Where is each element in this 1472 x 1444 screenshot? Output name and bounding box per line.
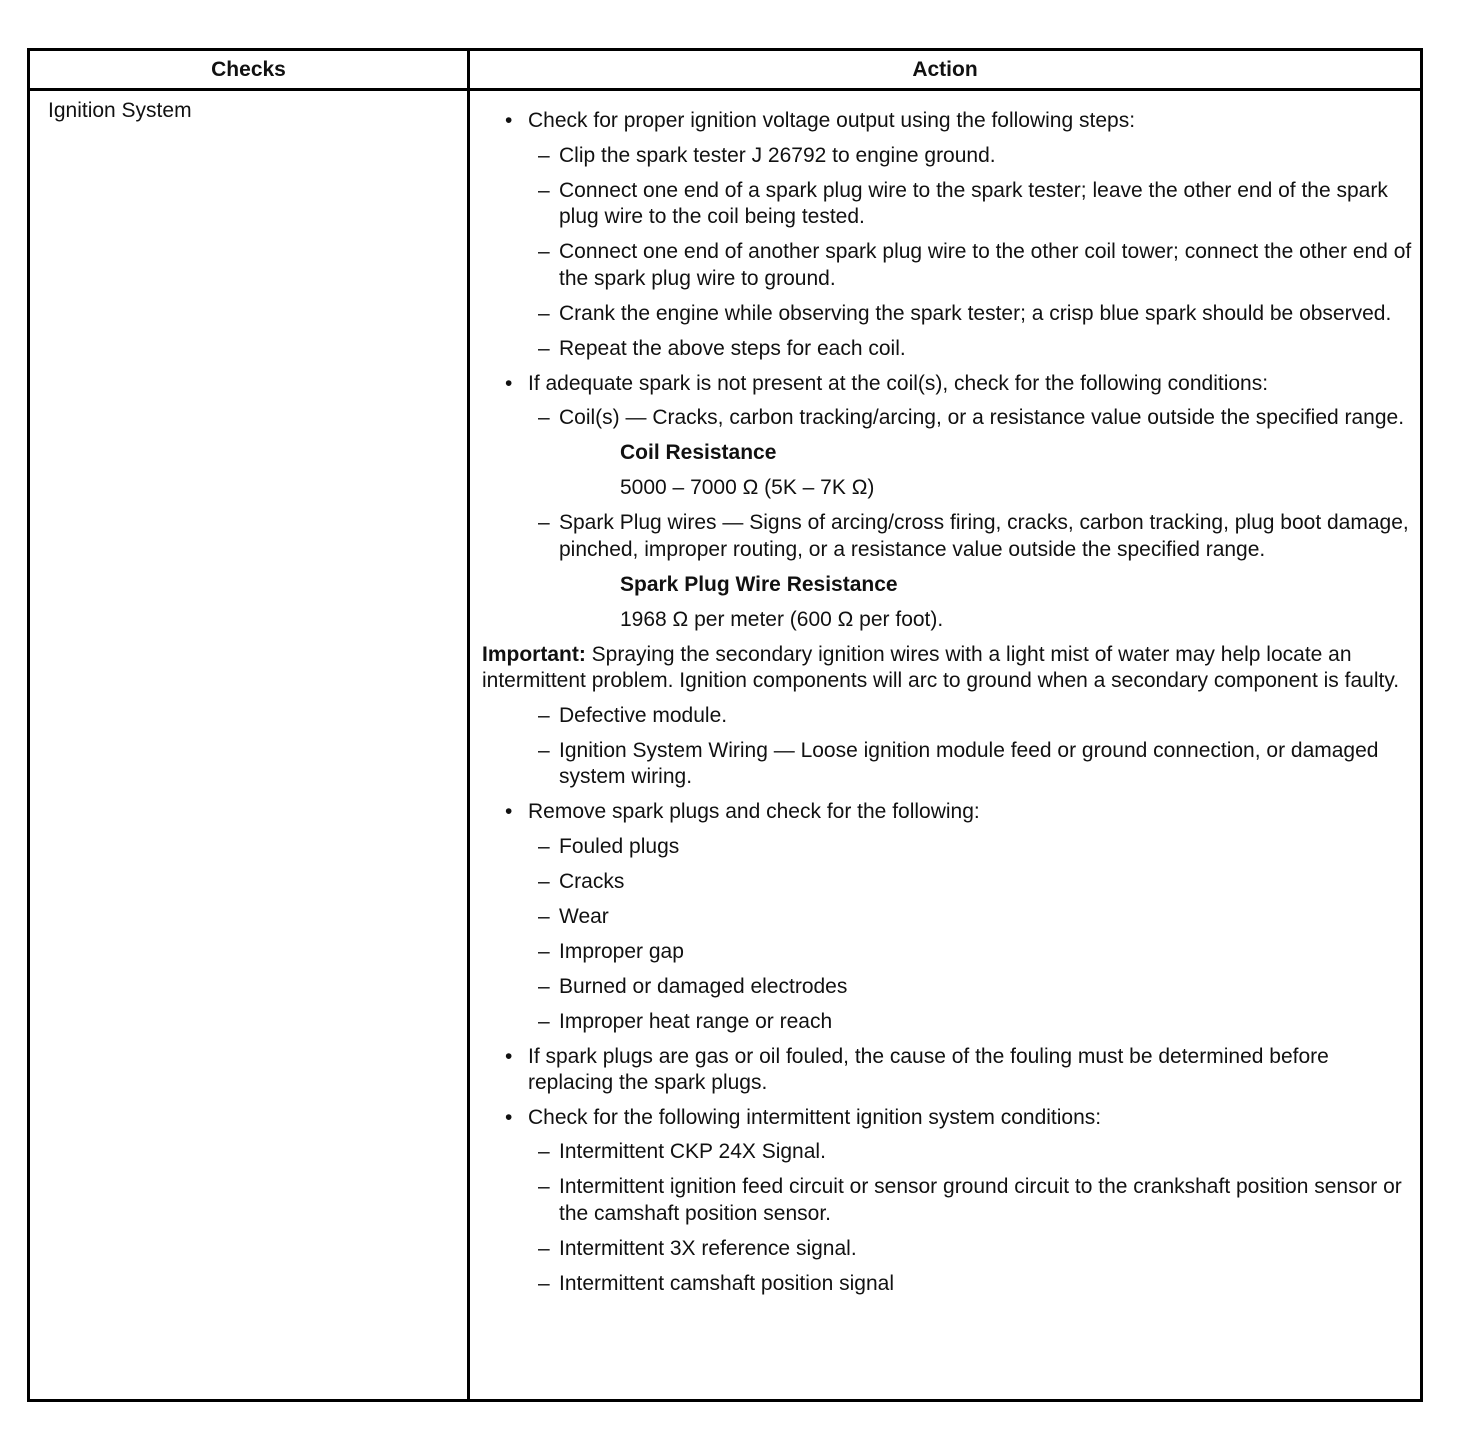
spec-value: 5000 – 7000 Ω (5K – 7K Ω) [620,476,875,499]
action-sub-item: – Intermittent ignition feed circuit or sensor ground circuit to the crankshaft position sensor or the camshaft position sensor. [482,1174,1412,1227]
action-sub-item: – Wear [482,904,1412,931]
action-sub-item: – Improper gap [482,939,1412,966]
table-header-row [30,51,1420,91]
checks-cell-ignition-system: Ignition System [48,99,192,122]
action-sub-item: – Clip the spark tester J 26792 to engine ground. [482,143,1412,170]
action-sub-item: – Burned or damaged electrodes [482,974,1412,1001]
spec-value: 1968 Ω per meter (600 Ω per foot). [620,607,944,631]
action-sub-item: – Improper heat range or reach [482,1009,1412,1036]
action-cell [482,108,1412,1306]
action-sub-item: – Intermittent 3X reference signal. [482,1236,1412,1263]
important-note [482,642,1412,695]
action-bullet-item: • Remove spark plugs and check for the following: [482,799,1412,826]
action-sub-item: – Repeat the above steps for each coil. [482,336,1412,363]
header-action: Action [912,58,978,81]
action-sub-item: – Cracks [482,869,1412,896]
action-sub-item: – Coil(s) — Cracks, carbon tracking/arcing, or a resistance value outside the specified range. [482,405,1412,432]
action-bullet-item: • If adequate spark is not present at the coil(s), check for the following conditions: [482,371,1412,398]
action-sub-item: – Intermittent CKP 24X Signal. [482,1139,1412,1166]
action-sub-item: – Connect one end of another spark plug wire to the other coil tower; connect the other end of the spark plug wire to ground. [482,239,1412,292]
action-sub-item: – Defective module. [482,703,1412,730]
diagnostic-table [27,48,1423,1402]
action-sub-item: – Spark Plug wires — Signs of arcing/cross firing, cracks, carbon tracking, plug boot damage, pinched, improper routing, or a resistance value outside the specified range. [482,510,1412,563]
spec-title: Coil Resistance [620,441,777,464]
column-divider [467,51,470,1399]
action-bullet-item: • Check for the following intermittent ignition system conditions: [482,1105,1412,1132]
spec-title: Spark Plug Wire Resistance [620,572,898,596]
action-sub-item: – Intermittent camshaft position signal [482,1271,1412,1298]
action-bullet-item: • If spark plugs are gas or oil fouled, the cause of the fouling must be determined before replacing the spark plugs. [482,1044,1412,1097]
action-sub-item: – Connect one end of a spark plug wire to the spark tester; leave the other end of the spark plug wire to the coil being tested. [482,178,1412,231]
action-bullet-item: • Check for proper ignition voltage output using the following steps: [482,108,1412,135]
action-sub-item: – Fouled plugs [482,834,1412,861]
header-checks: Checks [211,58,286,81]
action-sub-item: – Ignition System Wiring — Loose ignition module feed or ground connection, or damaged system wiring. [482,738,1412,791]
action-sub-item: – Crank the engine while observing the spark tester; a crisp blue spark should be observed. [482,301,1412,328]
important-text: Spraying the secondary ignition wires with a light mist of water may help locate an intermittent problem. Ignition components will arc to ground when a secondary component is faulty. [482,642,1400,692]
important-label: Important: [482,642,586,666]
